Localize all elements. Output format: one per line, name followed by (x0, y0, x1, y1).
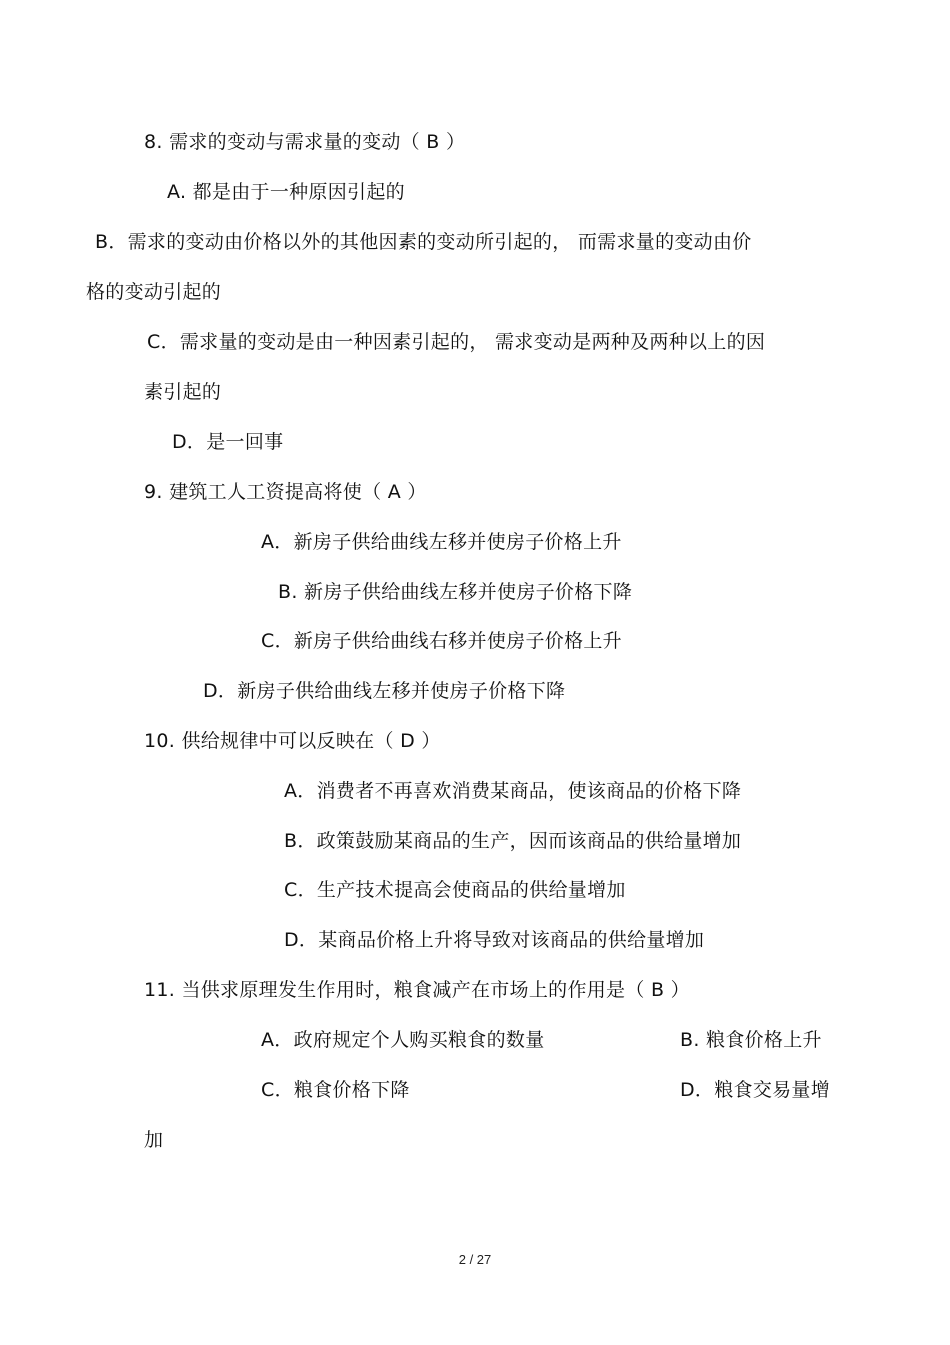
q11-option-c: C．粮食价格下降 (261, 1079, 410, 1101)
q10-option-b: B．政策鼓励某商品的生产，因而该商品的供给量增加 (284, 830, 742, 852)
q8-option-a: A. 都是由于一种原因引起的 (167, 181, 405, 203)
q11-option-b: B. 粮食价格上升 (680, 1029, 822, 1051)
q11-option-a: A．政府规定个人购买粮食的数量 (261, 1029, 545, 1051)
q11-stem: 11. 当供求原理发生作用时，粮食减产在市场上的作用是（ B ） (144, 979, 690, 1001)
q9-option-c: C．新房子供给曲线右移并使房子价格上升 (261, 630, 622, 652)
q8-stem: 8. 需求的变动与需求量的变动（ B ） (144, 131, 466, 153)
q8-option-c-line2: 素引起的 (144, 381, 222, 403)
page-number: 2 / 27 (458, 1252, 492, 1267)
q11-option-d-continued: 加 (144, 1129, 164, 1151)
q10-option-a: A．消费者不再喜欢消费某商品，使该商品的价格下降 (284, 780, 742, 802)
q10-stem: 10. 供给规律中可以反映在（ D ） (144, 730, 441, 752)
q8-option-b-line1: B．需求的变动由价格以外的其他因素的变动所引起的， 而需求量的变动由价 (95, 231, 752, 253)
q10-option-c: C．生产技术提高会使商品的供给量增加 (284, 879, 626, 901)
q9-stem: 9. 建筑工人工资提高将使（ A ） (144, 481, 427, 503)
q11-option-d: D．粮食交易量增 (680, 1079, 831, 1101)
q9-option-a: A．新房子供给曲线左移并使房子价格上升 (261, 531, 622, 553)
q9-option-b: B. 新房子供给曲线左移并使房子价格下降 (278, 581, 633, 603)
q8-option-d: D．是一回事 (172, 431, 284, 453)
q9-option-d: D．新房子供给曲线左移并使房子价格下降 (203, 680, 566, 702)
q10-option-d: D．某商品价格上升将导致对该商品的供给量增加 (284, 929, 705, 951)
q8-option-b-line2: 格的变动引起的 (86, 281, 222, 303)
q8-option-c-line1: C．需求量的变动是由一种因素引起的， 需求变动是两种及两种以上的因 (147, 331, 766, 353)
